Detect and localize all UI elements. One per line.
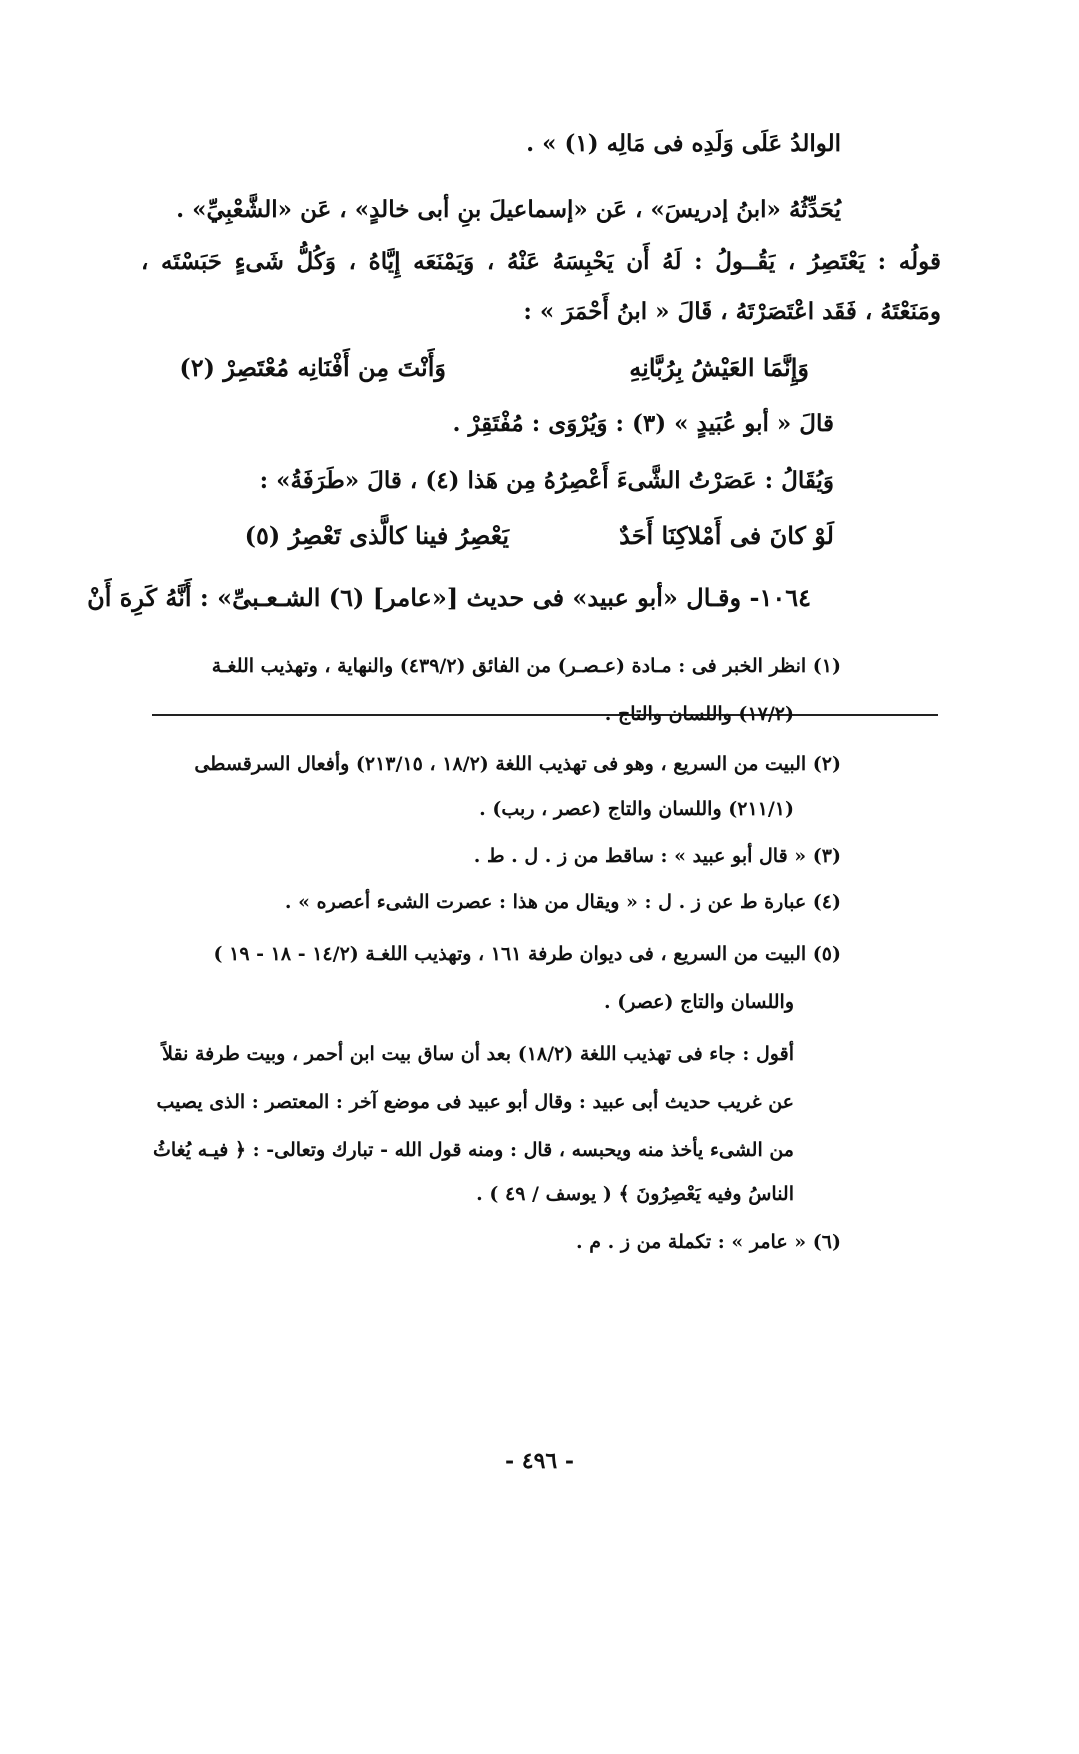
footnote-separator <box>152 714 938 716</box>
footnote-6: (٦) « عامر » : تكملة من ز . م . <box>576 1231 841 1253</box>
footnote-2-line-2: (٢١١/١) واللسان والتاج (عصر ، ربب) . <box>479 798 794 820</box>
body-line-6: وَيُقَالُ : عَصَرْتُ الشَّىءَ أَعْصِرُهُ مِن هَذا (٤) ، قالَ «طَرَفَةُ» : <box>259 467 834 494</box>
comment-line-2: عن غريب حديث أبى عبيد : وقال أبو عبيد فى موضع آخر : المعتصر : الذى يصيب <box>156 1091 794 1113</box>
footnote-4: (٤) عبارة ط عن ز . ل : « ويقال من هذا : عصرت الشىء أعصره » . <box>284 891 841 913</box>
comment-line-4: الناسُ وفيه يَعْصِرُونَ ﴾ ( يوسف / ٤٩ ) . <box>476 1183 794 1205</box>
body-line-1: الوالدُ عَلَى وَلَدِه فى مَالِه (١) » . <box>526 130 841 157</box>
footnote-3: (٣) « قال أبو عبيد » : ساقط من ز . ل . ط . <box>473 845 841 867</box>
verse-2-hemistich-2: يَعْصِرُ فينا كالَّذى تَعْصِرُ (٥) <box>244 521 509 550</box>
body-line-3: قولُه : يَعْتَصِرُ ، يَقُــولُ : لَهُ أَن يَحْبِسَهُ عَنْهُ ، وَيَمْنَعَه إِيَّاهُ ، وَكُلُّ شَىءٍ حَبَسْتَه ، <box>141 248 941 275</box>
page-number: - ٤٩٦ - <box>504 1448 575 1474</box>
body-line-4: ومَنَعْتَهُ ، فَقَد اعْتَصَرْتَهُ ، قَالَ « ابنُ أَحْمَرَ » : <box>523 298 941 325</box>
footnote-5-line-2: واللسان والتاج (عصر) . <box>604 991 794 1013</box>
body-line-5: قالَ « أبو عُبَيدٍ » (٣) : وَيُرْوَى : مُفْتَقِرْ . <box>452 410 834 437</box>
body-line-last: ١٠٦٤- وقـال «أبو عبيد» فى حديث [«عامر] (٦) الشـعـبىِّ» : أَنَّهُ كَرِهَ أَنْ <box>87 583 811 612</box>
footnote-1-line-1: (١) انظر الخبر فى : مـادة (عـصـر) من الفائق (٤٣٩/٢) والنهاية ، وتهذيب اللغـة <box>211 655 841 677</box>
footnote-2-line-1: (٢) البيت من السريع ، وهو فى تهذيب اللغة (١٨/٢ ، ٢١٣/١٥) وأفعال السرقسطى <box>194 753 841 775</box>
comment-line-3: من الشىء يأخذ منه ويحبسه ، قال : ومنه قول الله - تبارك وتعالى- : ﴿ فيـه يُغاثُ <box>152 1139 794 1161</box>
body-line-2: يُحَدِّثُهُ «ابنُ إدريسَ» ، عَن «إسماعيلَ بنِ أبى خالدٍ» ، عَن «الشَّعْبِيِّ» . <box>176 196 841 223</box>
verse-1-hemistich-2: وَأَنْتَ مِن أَفْنَانِه مُعْتَصِرْ (٢) <box>179 353 446 382</box>
footnote-5-line-1: (٥) البيت من السريع ، فى ديوان طرفة ١٦١ ، وتهذيب اللغـة (١٤/٢ - ١٨ - ١٩ ) <box>213 943 841 965</box>
comment-line-1: أقول : جاء فى تهذيب اللغة (١٨/٢) بعد أن ساق بيت ابن أحمر ، وبيت طرفة نقلاً <box>162 1043 794 1065</box>
footnote-1-line-2: (١٧/٢) واللسان والتاج . <box>604 703 794 725</box>
verse-1-hemistich-1: وَإِنَّمَا العَيْشُ بِرُبَّانِهِ <box>629 353 809 382</box>
verse-2-hemistich-1: لَوْ كانَ فى أَمْلاكِنَا أَحَدٌ <box>619 521 834 550</box>
